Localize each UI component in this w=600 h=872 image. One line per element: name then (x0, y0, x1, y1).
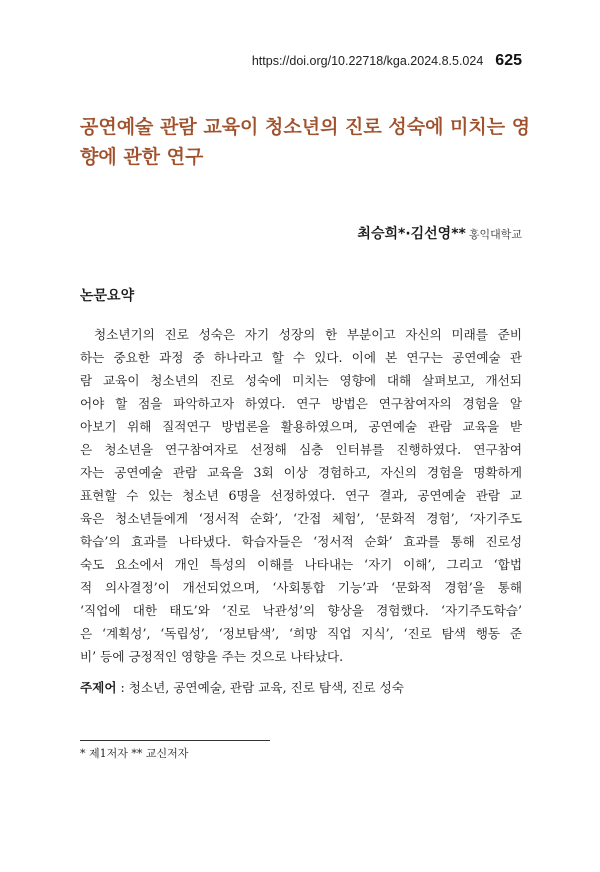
running-header (252, 52, 522, 70)
abstract-line: 람 교육이 청소년의 진로 성숙에 미치는 영향에 대해 살펴보고, 개선되 (80, 373, 522, 388)
paper-title: 공연예술 관람 교육이 청소년의 진로 성숙에 미치는 영향에 관한 연구 (80, 116, 531, 168)
abstract-heading: 논문요약 (80, 288, 135, 304)
keywords-text: 청소년, 공연예술, 관람 교육, 진로 탐색, 진로 성숙 (128, 680, 404, 695)
abstract-line: 은 ‘계획성’, ‘독립성’, ‘정보탐색’, ‘희망 직업 지식’, ‘진로 탐색 행동 준 (80, 626, 522, 641)
page-number: 625 (495, 52, 522, 69)
author-block (357, 223, 522, 243)
footnote-divider (80, 740, 270, 741)
abstract-line: 숙도 요소에서 개인 특성의 이해를 나타내는 ‘자기 이해’, 그리고 ‘합법 (80, 557, 522, 572)
keywords-separator: : (116, 680, 129, 695)
abstract-line: 어야 할 점을 파악하고자 하였다. 연구 방법은 연구참여자의 경험을 알 (80, 396, 522, 411)
abstract-line: 하는 중요한 과정 중 하나라고 할 수 있다. 이에 본 연구는 공연예술 관 (80, 350, 522, 365)
abstract-body (80, 323, 522, 668)
doi-link[interactable]: https://doi.org/10.22718/kga.2024.8.5.024 (251, 54, 484, 68)
abstract-line: ‘직업에 대한 태도’와 ‘진로 낙관성’의 향상을 경험했다. ‘자기주도학습’ (80, 603, 522, 618)
abstract-line: 청소년기의 진로 성숙은 자기 성장의 한 부분이고 자신의 미래를 준비 (94, 327, 522, 342)
keywords-label: 주제어 (80, 680, 117, 695)
abstract-line: 비’ 등에 긍정적인 영향을 주는 것으로 나타났다. (80, 649, 344, 664)
abstract-line: 자는 공연예술 관람 교육을 3회 이상 경험하고, 자신의 경험을 명확하게 (80, 465, 522, 480)
abstract-line: 적 의사결정’이 개선되었으며, ‘사회통합 기능’과 ‘문화적 경험’을 통해 (80, 580, 522, 595)
abstract-line: 은 청소년을 연구참여자로 선정해 심층 인터뷰를 진행하였다. 연구참여 (80, 442, 522, 457)
abstract-line: 표현할 수 있는 청소년 6명을 선정하였다. 연구 결과, 공연예술 관람 교 (80, 488, 522, 503)
author-affiliation: 홍익대학교 (468, 228, 522, 241)
footnote-authors: * 제1저자 ** 교신저자 (80, 747, 189, 760)
keywords-line (80, 677, 522, 699)
abstract-line: 아보기 위해 질적연구 방법론을 활용하였으며, 공연예술 관람 교육을 받 (80, 419, 522, 434)
author-names: 최승희*·김선영** (357, 226, 466, 242)
abstract-line: 학습’의 효과를 나타냈다. 학습자들은 ‘정서적 순화’ 효과를 통해 진로성 (80, 534, 522, 549)
abstract-line: 육은 청소년들에게 ‘정서적 순화’, ‘간접 체험’, ‘문화적 경험’, ‘자기주도 (80, 511, 522, 526)
